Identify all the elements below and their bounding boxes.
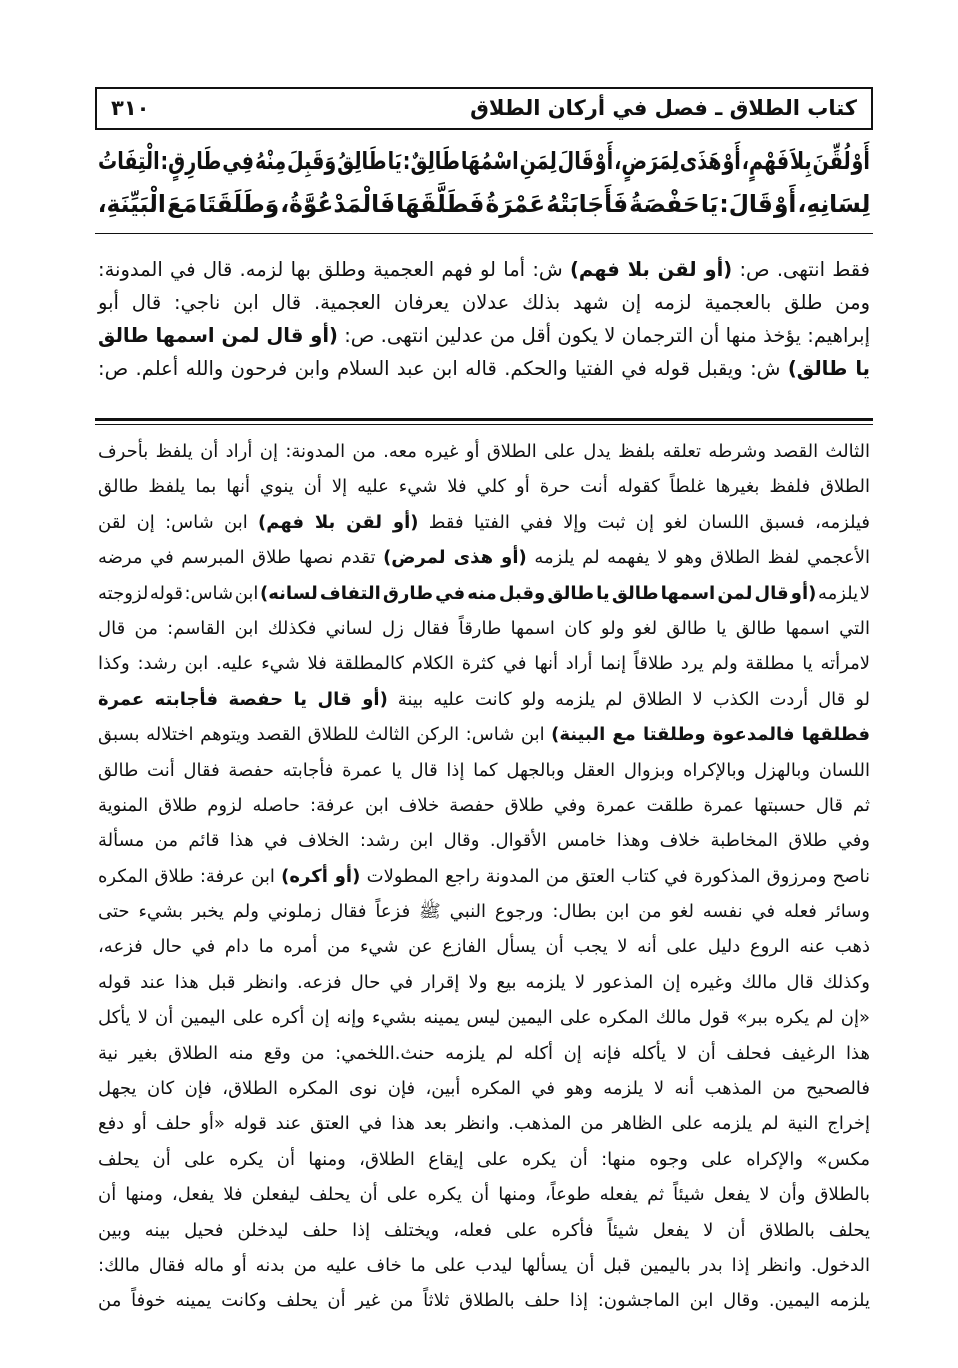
quoted-matn: يا طالق) [787,357,870,380]
text-line [98,611,870,646]
text-line [98,753,870,788]
text-line [98,1213,870,1248]
text-segment: ذهب عنه الروع دليل على أنه لا يجب أن يسأل الفازع عن شيء من أمره ما دام في حال فزعه، [98,936,870,958]
text-line [98,717,870,752]
page-number: ٣١٠ [111,96,150,120]
text-segment: فالصحيح من المذهب أنه لا يلزمه وهو في المكره أبين، فإن نوى المكره الطلاق، فإن كان يجهل [98,1078,870,1100]
divider-thick [95,418,873,421]
text-segment: إبراهيم: يؤخذ منها أن الترجمان لا يكون أقل من عدلين انتهى. ص: [337,324,870,347]
text-segment: أَوْ لُقِّنَ بِلاَ فَهْمٍ، أَوْ هَذَى لِمَرَضٍ، أَوْ قَالَ لِمَنِ اسْمُهَا طَالِقٌ: يَا طَالِقُ وَقَبِلَ مِنْهُ فِي طَارِقٍ: الْتِفَاتُ [98,147,870,175]
text-line [98,140,870,183]
text-segment: ابن شاس: إن لقن [98,511,259,533]
text-line [98,540,870,575]
line-fit-wrapper [98,140,870,183]
quoted-matn: (أو لقن بلا فهم) [258,511,419,533]
text-segment: ابن عرفة: طلاق المكره [98,865,282,887]
text-line [98,286,870,319]
text-line [98,352,870,385]
text-segment: الأعجمي لفظ الطلاق وهو لا يفهمه لم يلزمه [526,547,870,569]
text-segment: ش: أما لو فهم العجمية وطلق بها لزمه. قال في المدونة: [98,258,570,281]
text-segment: فيلزمه، فسبق اللسان لغو إن ثبت وإلا ففي الفتيا فقط [418,511,871,533]
matn-verse [98,140,870,226]
text-line [98,1142,870,1177]
divider-thin [95,424,873,425]
text-line [98,1071,870,1106]
text-segment: لِسَانِهِ، أَوْ قَالَ: يَا حَفْصَةُ فَأَجَابَتْهُ عَمْرَةُ فَطَلَّقَهَا فَالْمَدْعُوَّةُ، وَطَلَقَتَا مَعَ الْبَيِّنَةِ، [97,190,870,218]
quoted-matn: (أو لقن بلا فهم) [569,258,733,281]
text-segment: لو قال أردت الكذب لا الطلاق لم يلزمه ولو كانت عليه بينة [387,688,870,710]
text-line [98,646,870,681]
text-line [98,1248,870,1283]
text-line [98,859,870,894]
text-segment: ش: ويقبل قوله في الفتيا والحكم. قاله ابن عبد السلام وابن فرحون والله أعلم. ص: [98,357,788,380]
running-header [95,87,873,130]
quoted-matn: (أو قال لمن اسمها طالق [98,324,338,347]
text-line [98,1106,870,1141]
text-segment: لا يلزمه [816,582,870,604]
text-segment: هذا الرغيف فحلف أن لا يأكله فإنه إن أكله لم يلزمه حنث.اللخمي: من وقع منه الطلاق بغير نية [98,1042,870,1064]
text-segment: وكذلك قال مالك وغيره إن المذعور لا يلزمه بيع ولا إقرار في حال فزعه. وانظر قبل هذا عند قوله [98,971,870,993]
text-line [98,469,870,504]
text-segment: ناصح ومرزوق المذكورة في كتاب العتق من المدونة راجع المطولات [360,865,870,887]
divider [95,233,873,234]
text-line [98,319,870,352]
quoted-matn: (أو قال يا حفصة فأجابته عمرة [98,688,388,710]
text-segment: وسائر فعله في نفسه لغو من ابن بطال: ورجوع النبي ﷺ فزعاً فقال زملوني ولم يخبر بشيء حتى [98,901,870,923]
text-segment: فقط انتهى. ص: [732,258,870,281]
text-segment: مكس» والإكراه على وجوه منها: أن يكره على إيقاع الطلاق، ومنها أن يكره على أن يحلف [98,1148,870,1170]
quoted-matn: (أو أكره) [281,865,361,887]
text-segment: ثم قال حسبتها عمرة طلقت عمرة وفي طلاق حفصة خلاف ابن عرفة: حاصله لزوم طلاق المنوية [98,794,870,816]
text-line [98,682,870,717]
text-segment: يلزمه اليمين. وقال ابن الماجشون: إذا حلف بالطلاق ثلاثاً من غير أن يحلف وكانت يمينه خوفاً من [98,1290,870,1312]
text-line [98,965,870,1000]
text-segment: ومن طلق بالعجمية لزمه إن شهد بذلك عدلان يعرفان العجمية. قال ابن ناجي: قال أبو [98,291,870,314]
text-line [98,823,870,858]
text-line [98,253,870,286]
text-segment: التي اسمها طالق يا طالق لغو ولو كان اسمها طارقاً فقال زل لساني فكذلك ابن القاسم: من قال [98,617,870,639]
text-segment: الثالث القصد وشرطه تعلقه بلفظ يدل على الطلاق أو غيره معه. من المدونة: إن أراد أن يلفظ بأحرف [98,441,870,462]
text-segment: ابن شاس: الركن الثالث للطلاق القصد ويتوهم اختلاله بسبق [98,724,552,746]
chapter-title: كتاب الطلاق ـ فصل في أركان الطلاق [470,96,857,120]
text-line [98,929,870,964]
text-line [98,1000,870,1035]
footnote-text [98,434,870,1319]
commentary-text [98,253,870,385]
text-segment: الطلاق فلفظ بغيرها غلطاً كقوله أنت حرة أو كلي فلا شيء عليه إلا أن ينوي أنها بما يلفظ طالق [98,476,870,498]
text-line [98,1036,870,1071]
text-segment: تقدم نصها طلاق المبرسم في مرضه [98,547,384,569]
text-segment: إخراج النية لم يلزمه على الظاهر من المذهب. وانظر بعد هذا في العتق عند قوله «أو حلف أو دفع [98,1113,870,1135]
text-segment: لامرأته يا مطلقة ولم يرد طلاقاً إنما أراد أنها في كثرة الكلام كالمطلقة فلا شيء عليه. ابن رشد: وكذا [98,653,870,675]
text-segment: يحلف بالطلاق أن لا يفعل شيئاً فأكره على فعله، ويختلف إذا حلف ليدخلن فحيل بينه وبين [98,1219,870,1241]
text-line [98,1283,870,1318]
quoted-matn: فطلقها فالمدعوة وطلقتا مع البينة) [551,724,870,746]
text-line [98,505,870,540]
text-line [98,788,870,823]
text-segment: اللسان وبالهزل وبالإكراه وبزوال العقل وبالجهل كما إذا قال يا عمرة فأجابته حفصة فقال أنت طالق [98,759,870,781]
text-segment: ابن شاس: قوله لزوجته [98,582,260,604]
line-fit-wrapper [97,183,870,226]
text-line [98,576,870,611]
text-line [98,894,870,929]
text-segment: الدخول. وانظر إذا بدر باليمين قبل أن يسألها ليدب على ما خاف عليه من بدنه أو ماله فقال مالك: [98,1254,870,1276]
text-line [98,434,870,469]
text-segment: «إن لم يكره ببر» قول مالك المكره على اليمين ليس يمينه بشيء وإنه إن أكره على اليمين أن لا يأكل [98,1007,870,1029]
text-segment: وفي طلاق المخاطبة خلاف وهذا خامس الأقوال. وقال ابن رشد: الخلاف في هذا قائم من مسألة [98,830,870,852]
text-segment: بالطلاق وأن لا يفعل شيئاً ثم يفعله طوعاً، ومنها أن يكره على أن يحلف ليفعلن فلا يفعل، ومنها أن [98,1184,870,1206]
text-line [98,1177,870,1212]
quoted-matn: (أو قال لمن اسمها طالق يا طالق وقبل منه في طارق التفاف لسانه) [260,582,817,604]
text-line [98,183,870,226]
quoted-matn: (أو هذى لمرض) [383,547,527,569]
